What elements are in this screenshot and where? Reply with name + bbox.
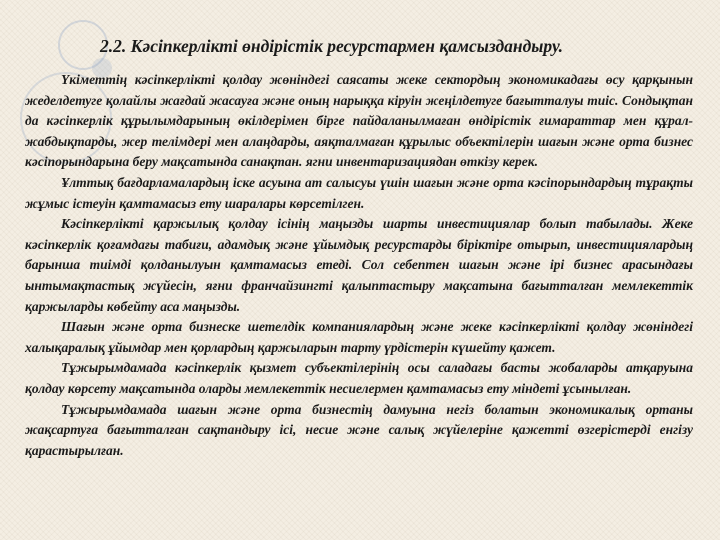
paragraph: Кәсіпкерлікті қаржылық қолдау ісінің маңызды шарты инвестициялар болып табылады. Жеке кәсіпкерлік қоғамдағы табиғи, адамдық және ұйымдық ресурстарды біріктіре отырып, инвестициялардың барынша тиімді қолданылуын қамтамасыз етеді. Сол себептен шағын және ірі бизнес арасындағы ынтымақтастық жүйесін, яғни франчайзингті қалыптастыру мақсатына бағытталған мемлекеттік қаржыларды көбейту аса маңызды. (25, 216, 693, 314)
paragraph: Тұжырымдамада шағын және орта бизнестің дамуына негіз болатын экономикалық ортаны жақсартуға бағытталған сақтандыру ісі, несие және салық жүйелеріне қажетті өзгерістерді енгізу қарастырылған. (25, 401, 693, 458)
slide-title: 2.2. Кәсіпкерлікті өндірістік ресурстармен қамсыздандыру. (100, 36, 563, 56)
paragraph: Ұлттық бағдарламалардың іске асуына ат салысуы үшін шағын және орта кәсіпорындардың тұрақты жұмыс істеуін қамтамасыз ету шаралары көрсетілген. (25, 174, 693, 211)
paragraph: Шағын және орта бизнеске шетелдік компаниялардың және жеке кәсіпкерлікті қолдау жөніндегі халықаралық ұйымдар мен қорлардың қаржыларын тарту үрдістерін күшейту қажет. (25, 319, 693, 355)
paragraph: Үкіметтің кәсіпкерлікті қолдау жөніндегі саясаты жеке сектордың экономикадағы өсу қарқынын жеделдетуге қолайлы жағдай жасауға және оның нарыққа кіруін жеңілдетуге бағытталуы тиіс. Сондықтан да кәсіпкерлік құрылымдарының өкілдерімен бірге пайдаланылмаған өндірістік ғимараттар мен құрал-жабдықтарды, жер телімдері мен алаңдарды, аяқталмаған құрылыс объектілерін шағын және орта бизнес кәсіпорындарына беру мақсатында санақтан. ягни инвентаризациядан өткізу керек. (25, 72, 693, 170)
slide-body (25, 70, 693, 461)
paragraph: Тұжырымдамада кәсіпкерлік қызмет субъектілерінің осы саладағы басты жобаларды атқаруына қолдау көрсету мақсатында оларды мемлекеттік несиелермен қамтамасыз ету міндеті ұсынылған. (25, 360, 693, 396)
